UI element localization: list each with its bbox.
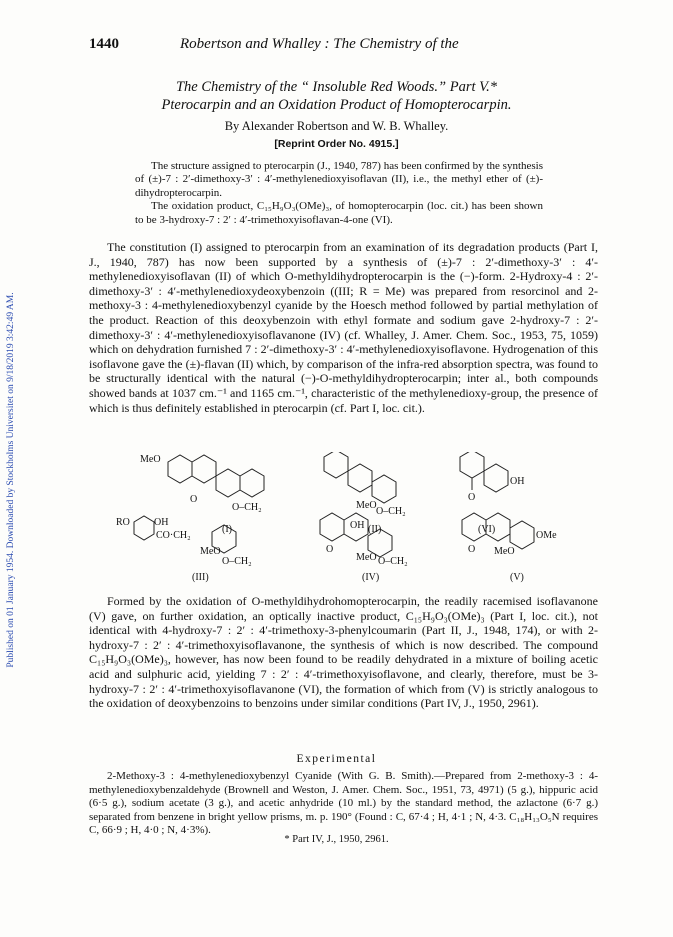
carbonyl-oxygen-label: O [326, 544, 334, 555]
structure-VI [460, 452, 524, 535]
hydroxyl-label: OH [350, 520, 365, 531]
article-title-line2: Pterocarpin and an Oxidation Product of Homopterocarpin. [161, 97, 512, 113]
methylenedioxy-label: O–CH₂ [378, 556, 408, 567]
abstract [135, 160, 543, 227]
reprint-order: [Reprint Order No. 4915.] [274, 138, 399, 150]
structure-II [324, 452, 406, 535]
ring-oxygen-label: O [190, 494, 198, 505]
abstract-paragraph-1: The structure assigned to pterocarpin (J., 1940, 787) has been confirmed by the synthesis of (±)-7 : 2′-dimethoxy-3′ : 4′-methylenedioxyisoflavan (II), i.e., the methyl ether of (±)-dihydropterocarpin. [135, 160, 543, 199]
author-byline: By Alexander Robertson and W. B. Whalley. [224, 119, 449, 133]
meo-label: MeO [356, 552, 377, 563]
hydroxyl-label: OH [510, 476, 525, 487]
experimental-section [89, 770, 598, 838]
experimental-paragraph: 2-Methoxy-3 : 4-methylenedioxybenzyl Cyanide (With G. B. Smith).—Prepared from 2-methoxy-3 : 4-methylenedioxybenzaldehyde (Brownell and Weston, J. Amer. Chem. Soc., 1951, 73, 4971) (5 g.), hippuric acid (6·5 g.), sodium acetate (3 g.), and acetic anhydride (10 ml.) by the standard method, the azlactone (6·7 g.) separated from benzene in bright yellow prisms, m. p. 190° (Found : C, 67·4 ; H, 4·1 ; N, 4·3. C₁₈H₁₃O₅N requires C, 66·9 ; H, 4·0 ; N, 4·3%). [89, 770, 598, 837]
experimental-heading: Experimental [296, 753, 377, 765]
meo-label: MeO [356, 500, 377, 511]
chemical-structures-figure [100, 452, 600, 588]
structure-label-III: (III) [192, 572, 209, 583]
body-text-1 [89, 240, 598, 415]
carbonyl-oxygen-label: O [468, 492, 476, 503]
paragraph-1: The constitution (I) assigned to pterocarpin from an examination of its degradation products (Part I, J., 1940, 787) has now been supported by a synthesis of (±)-7 : 2′-dimethoxy-3′ : 4′-methylenedioxyisoflavan (II) of which O-methyldihydropterocarpin is the (−)-form. 2-Hydroxy-4 : 2′-dimethoxy-3′ : 4′-methylenedioxydeoxybenzoin ((III; R = Me) was prepared from resorcinol and 2-methoxy-3 : 4-methylenedioxybenzyl cyanide by the Hoesch method followed by partial methylation of the product. Reaction of this deoxybenzoin with ethyl formate and sodium gave 2-hydroxy-7 : 2′-dimethoxy-3′ : 4′-methylenedioxyisoflavanone (IV) (cf. Whalley, J. Amer. Chem. Soc., 1953, 75, 1059) which on dehydration furnished 7 : 2′-dimethoxy-3′ : 4′-methylenedioxyisoflavone. Hydrogenation of this isoflavone gave the (±)-flavan (II) which, by comparison of the infra-red absorption spectra, was found to be structurally identical with the natural (−)-O-methyldihydropterocarpin; inter al., both compounds showed bands at 1037 cm.⁻¹ and 1165 cm.⁻¹, characteristic of the methylenedioxy-group, the presence of which is thus definitely established in pterocarpin (cf. Part I, loc. cit.). [89, 240, 598, 415]
methylenedioxy-label: O–CH₂ [376, 506, 406, 517]
page-number: 1440 [89, 36, 119, 52]
abstract-paragraph-2: The oxidation product, C₁₅H₉O₃(OMe)₃, of homopterocarpin (loc. cit.) has been shown to be 3-hydroxy-7 : 2′ : 4′-trimethoxyisoflavan-4-one (VI). [135, 200, 543, 226]
structure-label-VI: (VI) [478, 524, 496, 535]
meo-label: MeO [140, 454, 161, 465]
ome-label: OMe [536, 530, 557, 541]
structure-label-IV: (IV) [362, 572, 380, 583]
structure-label-II: (II) [368, 524, 382, 535]
structure-V [462, 513, 557, 583]
footnote: * Part IV, J., 1950, 2961. [284, 834, 389, 845]
download-watermark: Published on 01 January 1954. Downloaded by Stockholms Universitet on 9/18/2019 3:42:49 AM. [6, 292, 16, 668]
structure-IV [320, 513, 408, 583]
structure-label-I: (I) [222, 524, 232, 535]
article-title-line1: The Chemistry of the “ Insoluble Red Woods.” Part V.* [175, 79, 498, 95]
body-text-2 [89, 594, 598, 711]
methylenedioxy-label: O–CH₂ [222, 556, 252, 567]
hydroxyl-label: OH [154, 517, 169, 528]
methylenedioxy-label: O–CH₂ [232, 502, 262, 513]
carbonyl-oxygen-label: O [468, 544, 476, 555]
acyl-label: CO·CH₂ [156, 530, 191, 541]
meo-label: MeO [494, 546, 515, 557]
structure-label-V: (V) [510, 572, 524, 583]
meo-label: MeO [200, 546, 221, 557]
paragraph-2: Formed by the oxidation of O-methyldihydrohomopterocarpin, the readily racemised isoflavanone (V) gave, on further oxidation, an optically inactive product, C₁₅H₉O₃(OMe)₃ (Part I, loc. cit.), not identical with 4-hydroxy-7 : 2′ : 4′-trimethoxy-3-phenylcoumarin (Part II, J., 1948, 174), or with 2-hydroxy-7 : 2′ : 4′-trimethoxyisoflavanone, the synthesis of which is now described. The compound C₁₅H₉O₃(OMe)₃, however, has now been found to be readily dehydrated in a mixture of boiling acetic acid and sulphuric acid, yielding 7 : 2′ : 4′-trimethoxyisoflavone, and clearly, therefore, must be 3-hydroxy-7 : 2′ : 4′-trimethoxyisoflavanone (VI), the formation of which from (V) is strictly analogous to the oxidation of deoxybenzoins to benzoins under similar conditions (Part IV, J., 1950, 2961). [89, 594, 598, 711]
running-head: Robertson and Whalley : The Chemistry of the [180, 36, 459, 52]
ro-label: RO [116, 517, 130, 528]
